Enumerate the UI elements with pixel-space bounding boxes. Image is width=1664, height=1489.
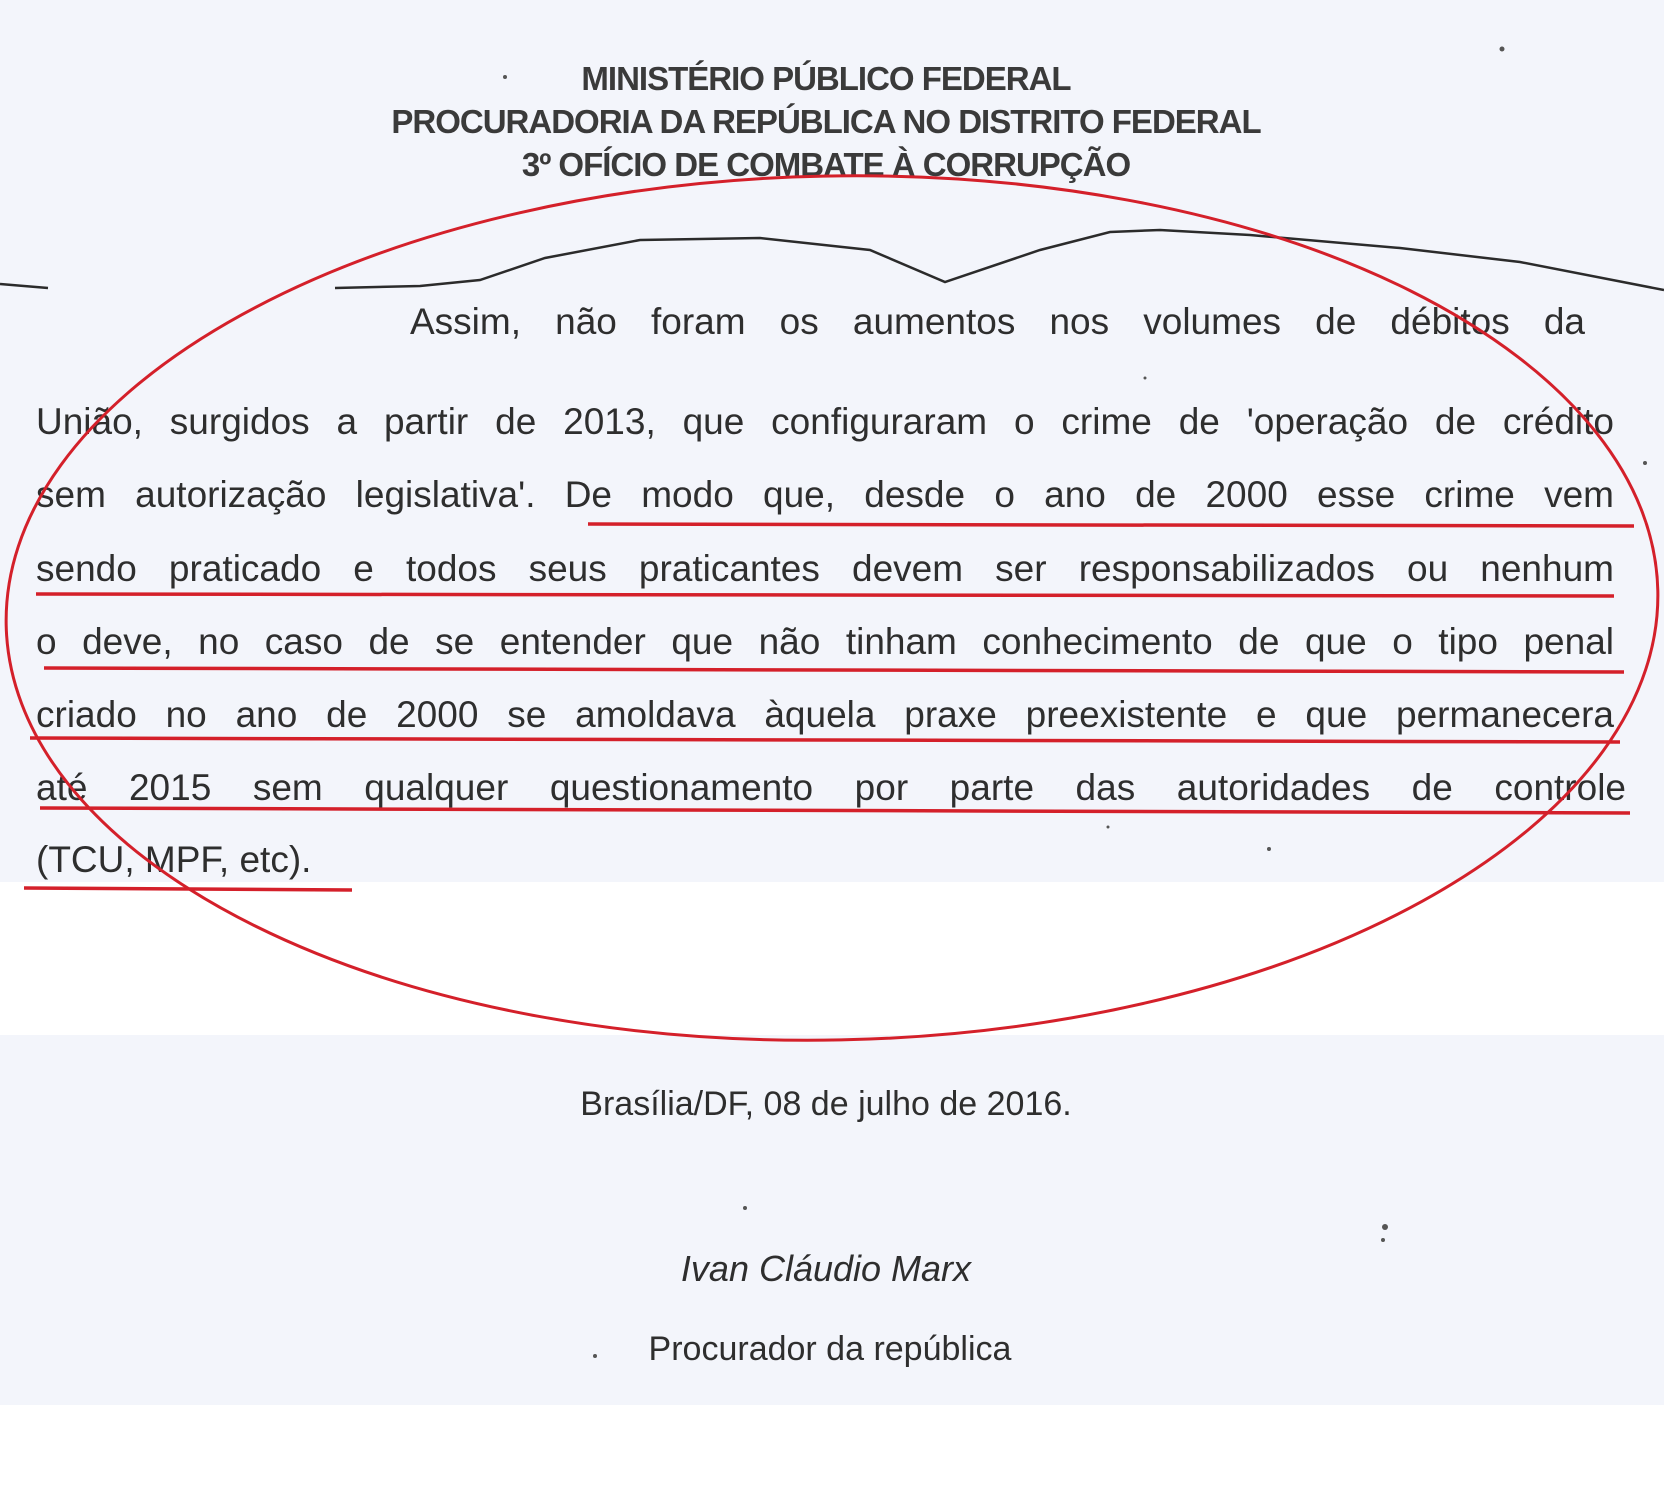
paragraph-line: sendo praticado e todos seus praticantes devem ser responsabilizados ou nenhum [36, 548, 1614, 589]
paragraph-line: União, surgidos a partir de 2013, que configuraram o crime de 'operação de crédito [36, 401, 1614, 442]
paragraph-line: sem autorização legislativa'. De modo que, desde o ano de 2000 esse crime vem [36, 474, 1614, 515]
underline [24, 888, 352, 890]
header-oficio: 3º OFÍCIO DE COMBATE À CORRUPÇÃO [521, 146, 1131, 183]
paragraph-line: criado no ano de 2000 se amoldava àquela praxe preexistente e que permanecera [36, 694, 1614, 735]
paragraph-line: Assim, não foram os aumentos nos volumes de débitos da [410, 301, 1585, 342]
paragraph-line: o deve, no caso de se entender que não tinham conhecimento de que o tipo penal [36, 621, 1614, 662]
signer-title: Procurador da república [648, 1330, 1012, 1368]
header-ministerio: MINISTÉRIO PÚBLICO FEDERAL [581, 60, 1071, 97]
place-and-date: Brasília/DF, 08 de julho de 2016. [580, 1085, 1072, 1123]
signer-name: Ivan Cláudio Marx [680, 1248, 972, 1289]
header-procuradoria: PROCURADORIA DA REPÚBLICA NO DISTRITO FEDERAL [391, 103, 1261, 140]
paragraph-line: (TCU, MPF, etc). [36, 839, 312, 880]
paragraph-line: até 2015 sem qualquer questionamento por parte das autoridades de controle [36, 767, 1626, 808]
